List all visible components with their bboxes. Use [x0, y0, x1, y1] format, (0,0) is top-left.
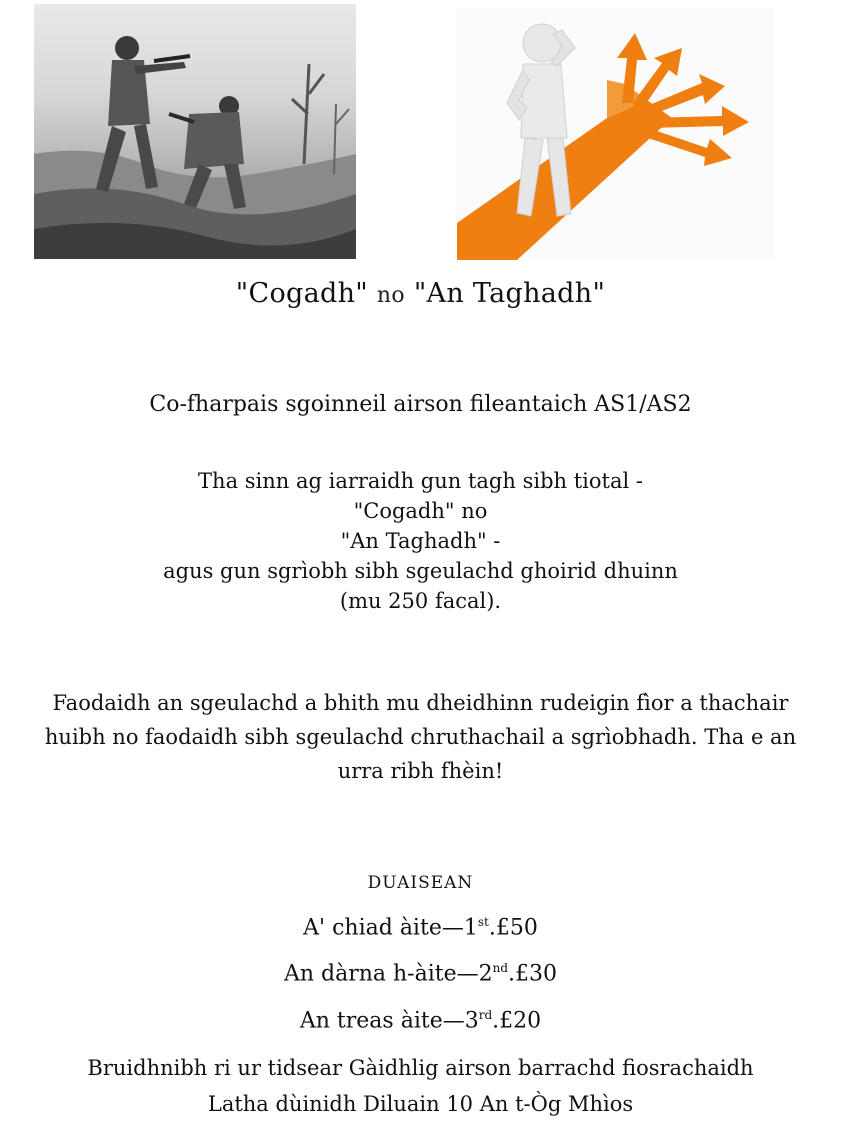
paragraph-line: huibh no faodaidh sibh sgeulachd chruthachail a sgrìobhadh. Tha e an: [44, 725, 797, 749]
prizes-list: [0, 902, 841, 1041]
page-title: [0, 278, 841, 309]
title-war: "Cogadh": [235, 278, 369, 309]
title-separator: no: [376, 283, 405, 308]
crossroads-figure: [457, 8, 774, 260]
deadline-date: Diluain 10 An t-Òg Mhìos: [363, 1092, 634, 1116]
intro-line: "Cogadh" no: [353, 499, 488, 523]
footer-contact-line: Bruidhnibh ri ur tidsear Gàidhlig airson barrachd fiosrachaidh: [87, 1056, 754, 1080]
prize-third: An treas àite—3rd.£20: [299, 1007, 542, 1033]
story-paragraph: [0, 686, 841, 788]
intro-line: agus gun sgrìobh sibh sgeulachd ghoirid dhuinn: [163, 559, 678, 583]
prize-first: A' chiad àite—1st.£50: [303, 915, 538, 941]
prizes-heading: DUAISEAN: [367, 873, 474, 893]
intro-line: Tha sinn ag iarraidh gun tagh sibh tiotal -: [198, 469, 643, 493]
footer-deadline-line: Latha dùinidh Diluain 10 An t-Òg Mhìos: [207, 1092, 634, 1116]
paragraph-line: Faodaidh an sgeulachd a bhith mu dheidhinn rudeigin fìor a thachair: [52, 691, 789, 715]
paragraph-line: urra ribh fhèin!: [337, 759, 504, 783]
footer-info: [0, 1050, 841, 1122]
prize-second: An dàrna h-àite—2nd.£30: [283, 961, 558, 987]
intro-text: [0, 466, 841, 616]
soldiers-photo: [34, 4, 356, 259]
title-choice: "An Taghadh": [413, 278, 606, 309]
intro-line: (mu 250 facal).: [339, 589, 502, 613]
competition-subtitle: Co-fharpais sgoinneil airson fileantaich AS1/AS2: [149, 392, 692, 417]
intro-line: "An Taghadh" -: [340, 529, 501, 553]
